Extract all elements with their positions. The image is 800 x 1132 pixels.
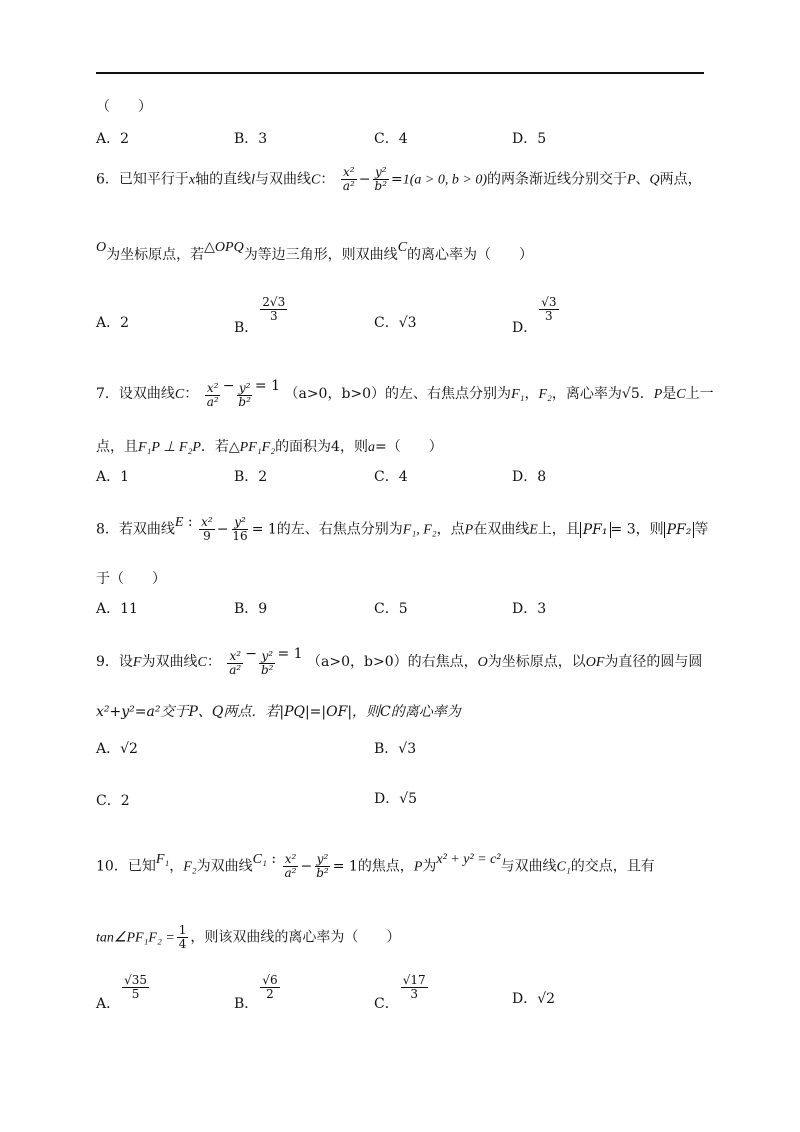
q9-stem-line1: 9．设F为双曲线C： $\frac{\text{x²}}{\text{a²}}$ − $\frac{\text{y²}}{\text{b²}}$ = 1 （a>0，b>0）的右焦点，O为坐标原点，以OF为直径的圆与圆 bbox=[96, 646, 703, 677]
q7-stem-line1: 7．设双曲线C： $\frac{\text{x²}}{\text{a²}}$ − $\frac{\text{y²}}{\text{b²}}$ = 1 （a>0，b>0）的左、右焦点分别为F₁，F₂，离心率为√5．P是C上一 bbox=[96, 378, 714, 409]
prev-question-tail: （ ） bbox=[96, 99, 152, 115]
q7-option-c: C．4 bbox=[374, 469, 408, 485]
q8-option-b: B．9 bbox=[234, 601, 268, 617]
prev-option-a: A．2 bbox=[96, 131, 130, 147]
hyperbola-y-term: $\frac{\text{y²}}{\text{b²}}$ bbox=[374, 165, 388, 193]
q6-option-a: A．2 bbox=[96, 315, 130, 331]
q8-option-d: D．3 bbox=[512, 601, 547, 617]
q6-stem-line2: O为坐标原点，若△OPQ为等边三角形，则双曲线C的离心率为（ ） bbox=[96, 239, 534, 263]
q10-stem-line1: 10．已知F₁，F₂为双曲线C₁ : $\frac{\text{x²}}{\text{a²}}$ − $\frac{\text{y²}}{\text{b²}}$ = 1的焦点，P为x² + y² = c²与双曲线C₁的交点，且有 bbox=[96, 850, 655, 880]
q8-option-c: C．5 bbox=[374, 601, 408, 617]
q9-stem-line2: x²+y²=a²交于P、Q两点．若|PQ|=|OF|，则C的离心率为 bbox=[96, 704, 461, 720]
q6-option-d: D． $\frac{√3}{3}$ bbox=[512, 295, 557, 336]
q6-option-c: C．√3 bbox=[374, 315, 417, 331]
hyperbola-x-term: $\frac{\text{x²}}{\text{a²}}$ bbox=[342, 165, 355, 193]
q8-option-a: A．11 bbox=[96, 601, 138, 617]
q9-option-a: A．√2 bbox=[96, 741, 138, 757]
q10-option-a: A． $\frac{√35}{5}$ bbox=[96, 973, 148, 1012]
q6-stem-line1: 6．已知平行于x轴的直线l与双曲线C： $\frac{\text{x²}}{\text{a²}}$ − $\frac{\text{y²}}{\text{b²}}$ =1(a > 0, b > 0)的两条渐近线分别交于P、Q两点， bbox=[96, 165, 702, 193]
q9-option-b: B．√3 bbox=[374, 741, 417, 757]
q10-stem-line2: tan∠PF₁F₂ = $\frac{1}{4}$ ，则该双曲线的离心率为（ ） bbox=[96, 923, 401, 951]
q10-option-d: D．√2 bbox=[512, 991, 556, 1007]
q7-option-a: A．1 bbox=[96, 469, 130, 485]
q9-option-c: C．2 bbox=[96, 793, 130, 809]
prev-option-d: D．5 bbox=[512, 131, 547, 147]
q10-option-c: C． $\frac{√17}{3}$ bbox=[374, 973, 426, 1012]
prev-option-c: C．4 bbox=[374, 131, 408, 147]
q7-option-d: D．8 bbox=[512, 469, 547, 485]
q7-stem-line2: 点，且F₁P ⊥ F₂P．若△PF₁F₂的面积为4，则a=（ ） bbox=[96, 439, 443, 455]
q10-option-b: B． $\frac{√6}{2}$ bbox=[234, 973, 278, 1012]
q8-stem-line2: 于（ ） bbox=[96, 571, 166, 587]
q7-option-b: B．2 bbox=[234, 469, 268, 485]
q9-option-d: D．√5 bbox=[374, 791, 418, 807]
q8-stem-line1: 8．若双曲线E : $\frac{\text{x²}}{9}$ − $\frac{\text{y²}}{16}$ = 1的左、右焦点分别为F₁, F₂，点P在双曲线E上，且 PF₁ = 3，则 PF₂ 等 bbox=[96, 513, 709, 543]
q6-option-b: B． $\frac{2√3}{3}$ bbox=[234, 295, 286, 336]
prev-option-b: B．3 bbox=[234, 131, 268, 147]
header-rule bbox=[96, 72, 704, 74]
